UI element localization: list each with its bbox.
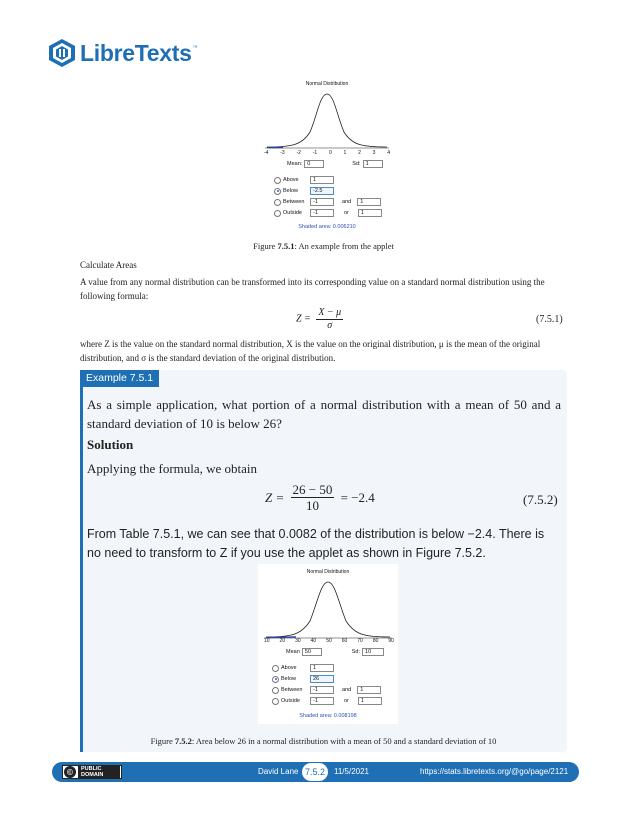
or-label: or	[344, 698, 349, 704]
between-label: Between	[283, 199, 305, 205]
below-radio[interactable]	[272, 676, 279, 683]
eq-rhs: = −2.4	[340, 490, 375, 505]
x-axis-ticks	[264, 150, 390, 156]
tick: 60	[341, 638, 348, 644]
or-label: or	[344, 210, 349, 216]
outside-row	[272, 697, 382, 705]
figure-caption-2	[83, 736, 564, 746]
sd-input[interactable]: 10	[362, 648, 384, 656]
above-row	[274, 176, 334, 184]
equation-number-1: (7.5.1)	[536, 314, 563, 325]
applet-title: Normal Distribution	[306, 569, 350, 575]
shaded-area: Shaded area: 0.006210	[298, 224, 356, 230]
formula-fraction	[316, 307, 343, 332]
tick: 0	[328, 150, 332, 156]
between-label: Between	[281, 687, 303, 693]
mean-sd-row	[286, 648, 384, 656]
sd-label: Sd:	[352, 161, 361, 167]
libretexts-logo[interactable]	[48, 38, 198, 68]
between-input-a[interactable]: -1	[310, 198, 334, 206]
between-input-a[interactable]: -1	[310, 686, 334, 694]
eq-denominator: 10	[305, 498, 319, 513]
intro-paragraph: A value from any normal distribution can be transformed into its corresponding value on a standard normal distribution using the following formula:	[80, 277, 545, 301]
page-number-pill: 7.5.2	[302, 763, 328, 781]
formula-lhs: Z =	[296, 313, 311, 325]
below-row	[274, 187, 334, 195]
shaded-area: Shaded area: 0.008198	[299, 713, 357, 719]
tick: 1	[343, 150, 347, 156]
outside-radio[interactable]	[274, 210, 281, 217]
tick: -1	[312, 150, 318, 156]
table-reference-text: From Table 7.5.1, we can see that 0.0082 of the distribution is below −2.4. There is no need to transform to Z if you use the applet as shown in Figure 7.5.2.	[87, 527, 545, 560]
figure-number: 7.5.2	[174, 736, 192, 746]
mean-label: Mean	[286, 649, 300, 655]
between-radio[interactable]	[272, 687, 279, 694]
applying-text: Applying the formula, we obtain	[87, 461, 258, 476]
tick: -3	[280, 150, 285, 156]
mean-input[interactable]: 50	[302, 648, 322, 656]
above-label: Above	[281, 665, 297, 671]
sd-label: Sd:	[351, 649, 361, 655]
outside-input-a[interactable]: -1	[310, 209, 334, 217]
between-input-b[interactable]: 1	[357, 198, 381, 206]
outside-row	[274, 209, 382, 217]
footer-date: 11/5/2021	[334, 767, 369, 776]
badge-line-2: DOMAIN	[81, 772, 104, 778]
and-label: and	[342, 199, 352, 205]
below-row	[272, 675, 334, 683]
footer-url[interactable]: https://stats.libretexts.org/@go/page/2121	[420, 767, 569, 776]
tick: 50	[326, 638, 332, 644]
tick: 80	[372, 638, 379, 644]
above-radio[interactable]	[272, 665, 279, 672]
above-label: Above	[283, 177, 299, 183]
figure-label: Figure	[150, 736, 175, 746]
libretexts-hexagon-icon	[48, 38, 76, 68]
solution-heading: Solution	[87, 437, 134, 452]
tick: 4	[387, 150, 390, 156]
outside-input-b[interactable]: 1	[358, 697, 382, 705]
public-domain-label	[78, 766, 120, 778]
above-input[interactable]: 1	[310, 664, 334, 672]
between-radio[interactable]	[274, 199, 281, 206]
x-axis-ticks	[264, 638, 394, 644]
tick: 20	[279, 638, 286, 644]
public-domain-icon: ©	[64, 766, 76, 778]
below-input[interactable]: -2.5	[310, 187, 334, 195]
tick: 10	[264, 638, 270, 644]
between-input-b[interactable]: 1	[357, 686, 381, 694]
outside-label: Outside	[281, 698, 300, 704]
above-input[interactable]: 1	[310, 176, 334, 184]
formula-denominator: σ	[327, 320, 333, 331]
tick: 2	[358, 150, 361, 156]
footer-author: David Lane	[258, 767, 299, 776]
section-heading: Calculate Areas	[80, 260, 137, 270]
and-label: and	[342, 687, 352, 693]
figure-label: Figure	[253, 241, 278, 251]
eq-numerator: 26 − 50	[292, 482, 333, 497]
equation-number-2: (7.5.2)	[523, 492, 558, 507]
tick: -2	[296, 150, 301, 156]
figure-text: : Area below 26 in a normal distribution with a mean of 50 and a standard deviation of 10	[191, 736, 497, 746]
formula-7-5-2	[265, 482, 375, 513]
below-label: Below	[281, 676, 296, 682]
example-question: As a simple application, what portion of a normal distribution with a mean of 50 and a standard deviation of 10 is below 26?	[87, 397, 561, 431]
mean-label: Mean:	[287, 161, 303, 167]
outside-radio[interactable]	[272, 698, 279, 705]
below-input[interactable]: 26	[310, 675, 334, 683]
mean-sd-row	[287, 160, 383, 168]
normal-curve-chart	[262, 88, 392, 158]
tick: 40	[310, 638, 317, 644]
outside-input-a[interactable]: -1	[310, 697, 334, 705]
outside-label: Outside	[283, 210, 302, 216]
example-tag: Example 7.5.1	[80, 370, 159, 387]
formula-7-5-1	[296, 307, 346, 332]
figure-number: 7.5.1	[277, 241, 295, 251]
tick: -4	[264, 150, 269, 156]
eq-lhs: Z =	[265, 490, 285, 505]
tick: 30	[295, 638, 301, 644]
tick: 70	[357, 638, 363, 644]
badge-line-1: PUBLIC	[81, 766, 102, 772]
above-radio[interactable]	[274, 177, 281, 184]
public-domain-badge[interactable]	[62, 765, 122, 779]
below-radio[interactable]	[274, 188, 281, 195]
logo-text: LibreTexts	[80, 39, 192, 66]
tick: 3	[372, 150, 376, 156]
figure-text: : An example from the applet	[294, 241, 394, 251]
applet-screenshot-1	[262, 78, 392, 234]
sd-input[interactable]: 1	[363, 160, 383, 168]
mean-input[interactable]: 0	[304, 160, 324, 168]
tick: 90	[388, 638, 394, 644]
outside-input-b[interactable]: 1	[358, 209, 382, 217]
eq-fraction	[291, 482, 335, 513]
between-row	[272, 686, 381, 694]
formula-numerator: X − μ	[318, 307, 342, 318]
applet-title: Normal Distribution	[305, 81, 349, 87]
where-paragraph: where Z is the value on the standard normal distribution, X is the value on the original distribution, μ is the mean of the original distribution, and σ is the standard deviation of the original distribution.	[80, 339, 541, 363]
between-row	[274, 198, 381, 206]
figure-caption-1	[80, 241, 567, 251]
applet-screenshot-2	[258, 564, 398, 724]
below-label: Below	[283, 188, 298, 194]
above-row	[272, 664, 334, 672]
logo-tm: ™	[192, 45, 198, 51]
